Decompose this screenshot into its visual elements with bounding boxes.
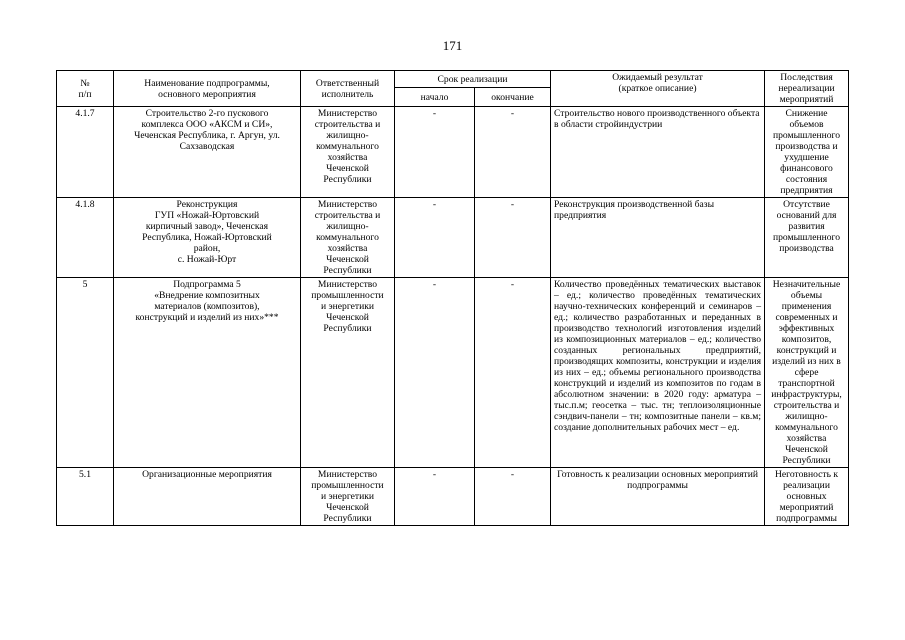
row-name: Реконструкция ГУП «Ножай-Юртовский кирпичный завод», Чеченская Республика, Ножай-Юртовский район, с. Ножай-Юрт	[114, 198, 301, 278]
header-name: Наименование подпрограммы, основного мероприятия	[114, 71, 301, 107]
row-result: Готовность к реализации основных мероприятий подпрограммы	[551, 468, 765, 526]
table-row	[57, 198, 849, 278]
row-consequences: Незначительные объемы применения современных и эффективных композитов, конструкций и изделий из них в сфере транспортной инфраструктуры, строительства и жилищно- коммунального хозяйства Чеченской Республики	[765, 278, 849, 468]
header-result: Ожидаемый результат (краткое описание)	[551, 71, 765, 107]
row-num: 5	[57, 278, 114, 468]
row-result: Количество проведённых тематических выставок – ед.; количество проведённых тематических научно-технических конференций и семинаров – ед.; количество разработанных и переданных в производство технологий изготовления изделий из композиционных материалов – ед.; количество созданных региональных предприятий, производящих композиты, конструкции и изделия из них – ед.; объемы регионального производства конструкций и изделий из композитов по годам в абсолютном значении: в 2020 году: арматура – тыс.п.м; геосетка – тыс. тн; теплоизоляционные сэндвич-панели – тн; композитные панели – кв.м; создание дополнительных рабочих мест – ед.	[551, 278, 765, 468]
row-end: -	[475, 107, 551, 198]
row-name: Строительство 2-го пускового комплекса ООО «АКСМ и СИ», Чеченская Республика, г. Аргун, ул. Сахзаводская	[114, 107, 301, 198]
row-executor: Министерство промышленности и энергетики Чеченской Республики	[301, 278, 395, 468]
row-start: -	[395, 107, 475, 198]
row-executor: Министерство промышленности и энергетики Чеченской Республики	[301, 468, 395, 526]
row-executor: Министерство строительства и жилищно- коммунального хозяйства Чеченской Республики	[301, 198, 395, 278]
row-result: Строительство нового производственного объекта в области стройиндустрии	[551, 107, 765, 198]
row-name: Подпрограмма 5 «Внедрение композитных материалов (композитов), конструкций и изделий из них»***	[114, 278, 301, 468]
header-consequences: Последствия нереализации мероприятий	[765, 71, 849, 107]
row-start: -	[395, 278, 475, 468]
row-num: 5.1	[57, 468, 114, 526]
header-num: № п/п	[57, 71, 114, 107]
header-period: Срок реализации	[395, 71, 551, 88]
row-end: -	[475, 468, 551, 526]
header-start: начало	[395, 88, 475, 107]
row-start: -	[395, 198, 475, 278]
row-num: 4.1.8	[57, 198, 114, 278]
row-num: 4.1.7	[57, 107, 114, 198]
header-row	[57, 71, 849, 88]
row-end: -	[475, 198, 551, 278]
row-consequences: Отсутствие оснований для развития промышленного производства	[765, 198, 849, 278]
row-result: Реконструкция производственной базы предприятия	[551, 198, 765, 278]
row-executor: Министерство строительства и жилищно- коммунального хозяйства Чеченской Республики	[301, 107, 395, 198]
header-end: окончание	[475, 88, 551, 107]
table-row	[57, 278, 849, 468]
page-number: 171	[442, 38, 463, 53]
program-table	[56, 70, 849, 526]
row-consequences: Неготовность к реализации основных мероприятий подпрограммы	[765, 468, 849, 526]
table-row	[57, 107, 849, 198]
row-end: -	[475, 278, 551, 468]
row-consequences: Снижение объемов промышленного производства и ухудшение финансового состояния предприятия	[765, 107, 849, 198]
row-name: Организационные мероприятия	[114, 468, 301, 526]
row-start: -	[395, 468, 475, 526]
header-executor: Ответственный исполнитель	[301, 71, 395, 107]
table-row	[57, 468, 849, 526]
